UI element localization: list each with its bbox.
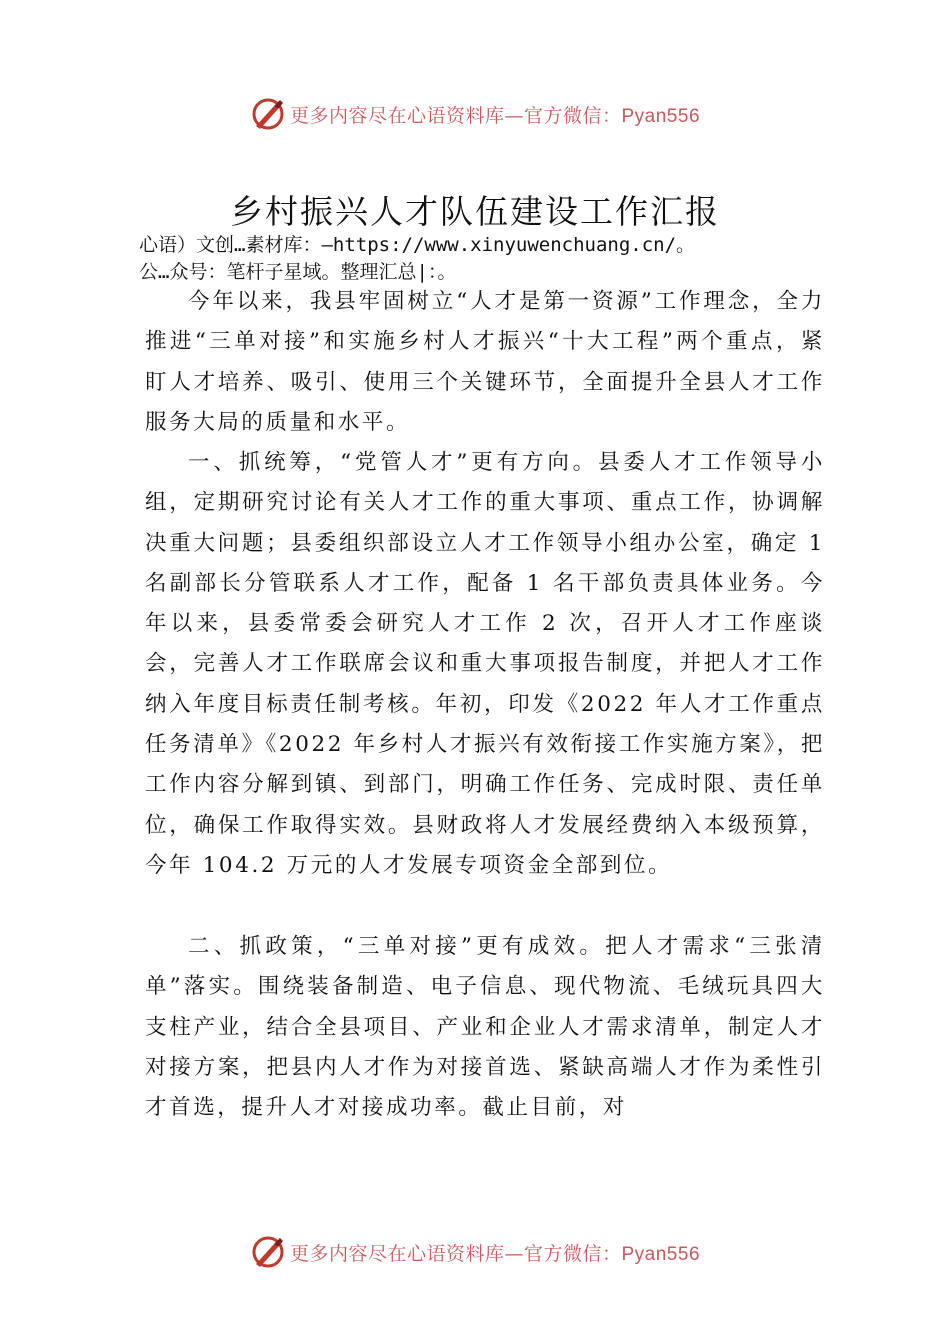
paragraph-section-1: 一、抓统筹，“党管人才”更有方向。县委人才工作领导小组，定期研究讨论有关人才工作的重大事项、重点工作，协调解决重大问题；县委组织部设立人才工作领导小组办公室，确定 1 名副部长分管联系人才工作，配备 1 名干部负责具体业务。今年以来，县委常委会研究人才工作 2 次，召开人才工作座谈会，完善人才工作联席会议和重大事项报告制度，并把人才工作纳入年度目标责任制考核。年初，印发《2022 年人才工作重点任务清单》《2022 年乡村人才振兴有效衔接工作实施方案》，把工作内容分解到镇、到部门，明确工作任务、完成时限、责任单位，确保工作取得实效。县财政将人才发展经费纳入本级预算，今年 104.2 万元的人才发展专项资金全部到位。: [145, 450, 825, 878]
watermark-text: [290, 1239, 700, 1266]
meta-line-account: 公…众号：笔杆子星域。整理汇总|：。: [139, 261, 457, 283]
pen-circle-logo-icon: [250, 1234, 286, 1270]
watermark-wechat-id: Pyan556: [621, 1243, 701, 1265]
meta-line-source: 心语）文创…素材库：—https://www.xinyuwenchuang.cn/。: [139, 234, 696, 256]
watermark-text: [290, 101, 700, 128]
watermark-text-cn: 更多内容尽在心语资料库—官方微信：: [289, 1242, 622, 1265]
watermark-banner-top: [0, 94, 950, 134]
document-title: 乡村振兴人才队伍建设工作汇报: [230, 192, 720, 231]
watermark-banner-bottom: [0, 1232, 950, 1272]
watermark-text-cn: 更多内容尽在心语资料库—官方微信：: [289, 104, 622, 127]
pen-circle-logo-icon: [250, 96, 286, 132]
paragraph-section-2: 二、抓政策，“三单对接”更有成效。把人才需求“三张清单”落实。围绕装备制造、电子信息、现代物流、毛绒玩具四大支柱产业，结合全县项目、产业和企业人才需求清单，制定人才对接方案，把县内人才作为对接首选、紧缺高端人才作为柔性引才首选，提升人才对接成功率。截止目前，对: [145, 934, 825, 1121]
paragraph-intro: 今年以来，我县牢固树立“人才是第一资源”工作理念，全力推进“三单对接”和实施乡村人才振兴“十大工程”两个重点，紧盯人才培养、吸引、使用三个关键环节，全面提升全县人才工作服务大局的质量和水平。: [145, 289, 825, 435]
watermark-wechat-id: Pyan556: [621, 105, 701, 127]
